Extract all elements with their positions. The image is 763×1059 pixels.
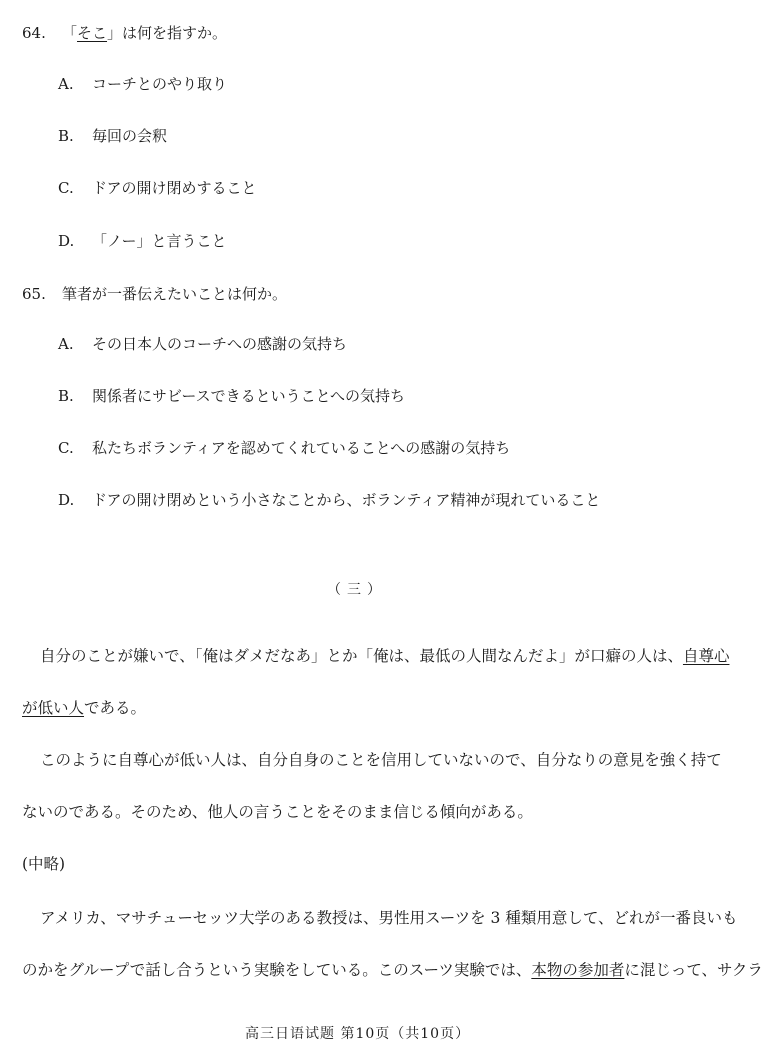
stem-text: 筆者が一番伝えたいことは何か。	[62, 285, 288, 303]
option-d	[58, 490, 600, 510]
option-b	[58, 386, 405, 406]
option-text: ドアの開け閉めという小さなことから、ボランティア精神が現れていること	[92, 491, 601, 509]
page-footer: 高三日语试题 第10页（共10页）	[245, 1026, 471, 1042]
question-64-stem	[22, 23, 227, 43]
option-a	[58, 74, 227, 94]
question-number: 64.	[22, 24, 46, 42]
passage-text: である。	[84, 699, 147, 717]
stem-text: 」は何を指すか。	[107, 24, 228, 42]
option-text: 関係者にサビースできるということへの気持ち	[92, 387, 406, 405]
passage-line	[22, 698, 146, 718]
option-letter: A.	[58, 335, 74, 353]
section-heading: （三）	[327, 582, 387, 598]
option-text: 「ノー」と言うこと	[92, 232, 227, 250]
underlined-term: 本物の参加者	[531, 961, 625, 979]
option-letter: B.	[58, 127, 74, 145]
passage-line	[22, 960, 763, 980]
passage-text: 自分のことが嫌いで、「俺はダメだなあ」とか「俺は、最低の人間なんだよ」が口癖の人は、	[40, 647, 683, 665]
passage-line: ないのである。そのため、他人の言うことをそのまま信じる傾向がある。	[22, 803, 533, 821]
option-text: その日本人のコーチへの感謝の気持ち	[92, 335, 348, 353]
option-c	[58, 438, 510, 458]
stem-text: 「	[62, 24, 78, 42]
option-letter: C.	[58, 439, 74, 457]
option-d	[58, 231, 227, 251]
option-text: コーチとのやり取り	[92, 75, 228, 93]
passage-line: (中略)	[22, 855, 66, 873]
option-letter: B.	[58, 387, 74, 405]
underlined-term: が低い人	[22, 699, 85, 717]
option-b	[58, 126, 167, 146]
option-a	[58, 334, 347, 354]
passage-line: アメリカ、マサチューセッツ大学のある教授は、男性用スーツを 3 種類用意して、どれが一番良いも	[40, 909, 738, 927]
passage-line: このように自尊心が低い人は、自分自身のことを信用していないので、自分なりの意見を強く持て	[40, 751, 722, 769]
passage-text: に混じって、サクラ	[624, 961, 763, 979]
option-letter: A.	[58, 75, 74, 93]
underlined-term: 自尊心	[682, 647, 730, 665]
question-number: 65.	[22, 285, 46, 303]
option-text: ドアの開け閉めすること	[92, 179, 257, 197]
option-letter: D.	[58, 491, 75, 509]
option-letter: D.	[58, 232, 75, 250]
passage-text: のかをグループで話し合うという実験をしている。このスーツ実験では、	[22, 961, 532, 979]
passage-line	[40, 646, 729, 666]
option-c	[58, 178, 257, 198]
option-text: 毎回の会釈	[92, 127, 168, 145]
underlined-term: そこ	[77, 24, 108, 42]
question-65-stem	[22, 284, 287, 304]
option-letter: C.	[58, 179, 74, 197]
option-text: 私たちボランティアを認めてくれていることへの感謝の気持ち	[92, 439, 511, 457]
